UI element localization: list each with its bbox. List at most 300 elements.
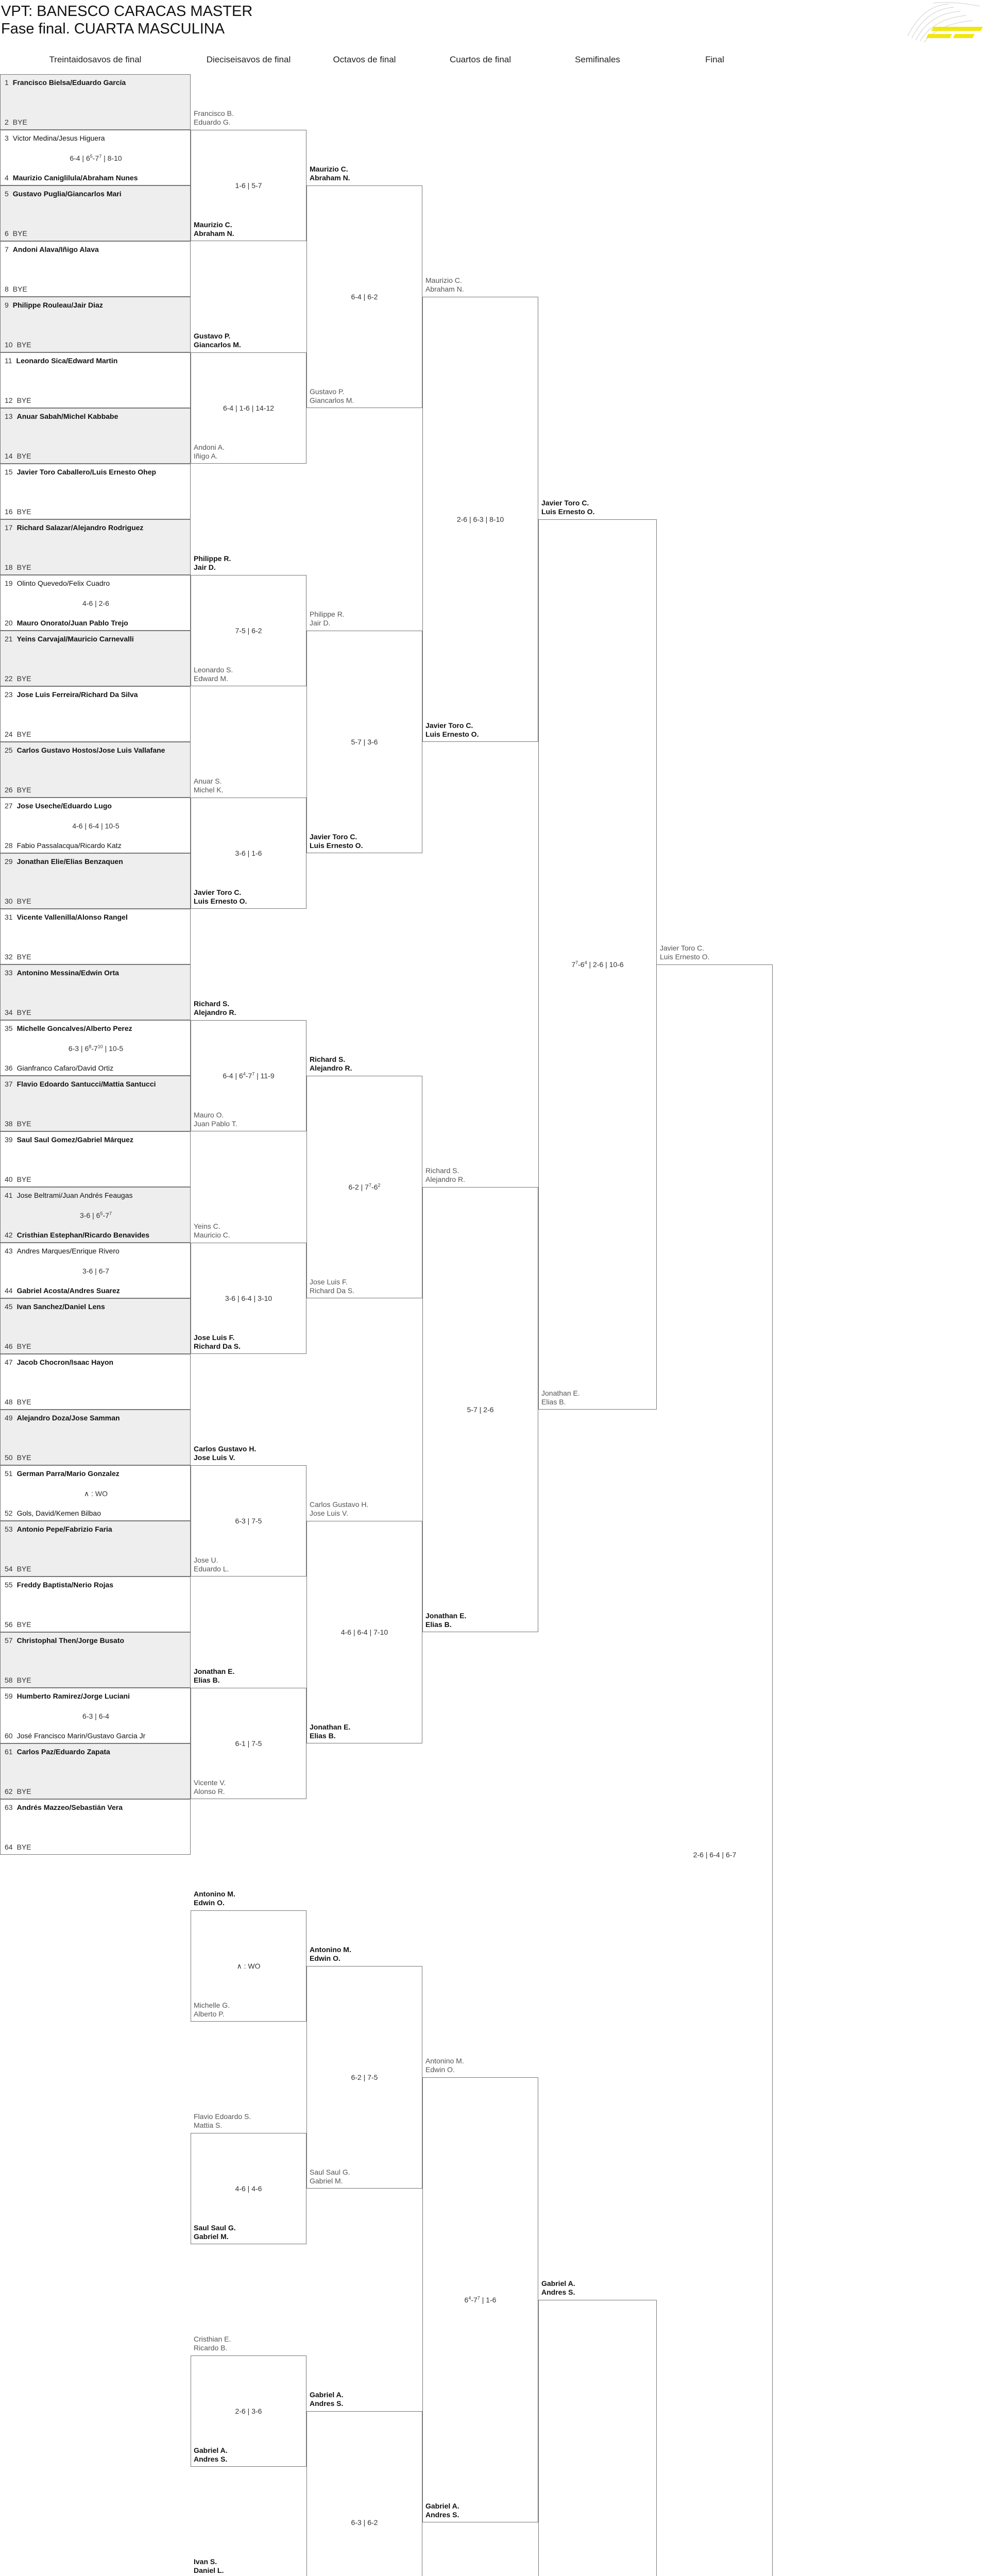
player-name: Gabriel M. [194,2232,229,2241]
seed-number: 35 [5,1024,13,1032]
team-a-label [194,777,224,794]
r1-match [0,1131,191,1187]
team-b-label [194,1556,229,1573]
r1-team-a [5,1469,120,1478]
player-name: Mauro O. [194,1111,224,1119]
team-name: Jonathan Elie/Elias Benzaquen [16,857,123,866]
r1-team-a [5,1581,113,1589]
r1-team-a [5,357,117,365]
match-score: 3-6 | 1-6 [235,849,262,857]
team-name: Andres Marques/Enrique Rivero [16,1247,120,1255]
seed-number: 19 [5,579,13,587]
team-a-label [194,1667,234,1685]
team-name: Christophal Then/Jorge Busato [16,1636,125,1645]
player-name: Andres S. [310,2399,344,2408]
r1-match [0,686,191,742]
seed-number: 54 [5,1565,13,1573]
r1-match [0,909,191,964]
r1-team-a [5,1024,132,1032]
r1-team-a [5,579,110,587]
bye-label: BYE [16,953,31,961]
team-b-label [194,2001,230,2019]
r1-team-b [5,674,31,683]
r1-team-b [5,563,31,571]
team-a-label [194,2335,231,2352]
r1-match [0,519,191,575]
r1-team-a [5,1302,105,1311]
bye-label: BYE [16,1120,31,1128]
round-header-sf: Semifinales [575,55,620,64]
seed-number: 4 [5,174,9,182]
r1-match [0,1577,191,1632]
player-name: Antonino M. [194,1890,235,1898]
player-name: Jose Luis F. [310,1278,348,1286]
r1-team-a [5,857,123,866]
player-name: Carlos Gustavo H. [310,1500,369,1509]
team-b-label [194,2224,236,2241]
team-a-label [310,1945,351,1963]
match-score: $7^7-6^4$ | 2-6 | 10-6 [571,960,624,969]
r1-team-a [5,1247,120,1255]
player-name: Javier Toro C. [194,888,242,896]
player-name: Maurizio C. [425,276,462,284]
r1-team-a [5,190,122,198]
seed-number: 30 [5,897,13,905]
r1-team-b [5,1509,101,1517]
r1-team-b [5,1342,31,1350]
bye-label: BYE [12,285,27,293]
team-b-label [310,2168,350,2185]
team-name: Jose Beltrami/Juan Andrés Feaugas [16,1191,133,1199]
seed-number: 48 [5,1398,13,1406]
r1-match [0,1298,191,1354]
player-name: Javier Toro C. [310,833,357,841]
seed-number: 5 [5,190,9,198]
player-name: Alberto P. [194,2010,225,2018]
team-b-label [425,1612,466,1629]
r1-team-b [5,341,31,349]
player-name: Eduardo G. [194,118,231,126]
player-name: Jose Luis V. [194,1453,235,1462]
team-name: Victor Medina/Jesus Higuera [12,134,105,142]
player-name: Ivan S. [194,2557,217,2566]
seed-number: 22 [5,674,13,683]
team-name: Ivan Sanchez/Daniel Lens [16,1302,105,1311]
player-name: Jair D. [310,619,331,627]
player-name: Andres S. [194,2455,228,2463]
match-score: 6-4 | 6-2 [351,293,378,301]
team-a-label [541,499,594,516]
team-a-label [541,2279,575,2297]
r1-team-b [5,786,31,794]
player-name: Luis Ernesto O. [660,953,710,961]
seed-number: 42 [5,1231,13,1239]
player-name: Jose U. [194,1556,218,1564]
team-name: Carlos Gustavo Hostos/Jose Luis Vallafane [16,746,165,754]
r1-team-b [5,1231,149,1239]
r1-team-a [5,1636,124,1645]
player-name: Antonino M. [310,1945,351,1954]
player-name: Ricardo B. [194,2344,228,2352]
r1-team-b [5,229,27,238]
seed-number: 24 [5,730,13,738]
seed-number: 8 [5,285,9,293]
bye-label: BYE [16,341,31,349]
r1-match [0,408,191,464]
team-name: Anuar Sabah/Michel Kabbabe [16,412,118,420]
player-name: Jonathan E. [194,1667,235,1675]
bye-label: BYE [16,786,31,794]
player-name: Michel K. [194,786,224,794]
match-connector [538,2300,657,2576]
team-b-label [194,221,234,238]
seed-number: 38 [5,1120,13,1128]
seed-number: 44 [5,1286,13,1295]
match-score: 2-6 | 3-6 [235,2407,262,2415]
team-name: German Parra/Mario Gonzalez [16,1469,120,1478]
match-score: 6-3 | 7-5 [235,1517,262,1525]
seed-number: 56 [5,1620,13,1629]
seed-number: 43 [5,1247,13,1255]
player-name: Michelle G. [194,2001,230,2009]
round-header-qf: Cuartos de final [449,55,511,64]
r1-match [0,1076,191,1131]
bye-label: BYE [16,563,31,571]
round-header-r16: Dieciseisavos de final [206,55,291,64]
r1-score: 4-6 | 2-6 [82,599,109,607]
seed-number: 41 [5,1191,13,1199]
r1-match [0,1020,191,1076]
match-score: 7-5 | 6-2 [235,626,262,635]
r1-team-b [5,897,31,905]
r1-team-a [5,635,134,643]
r1-team-b [5,953,31,961]
player-name: Carlos Gustavo H. [194,1445,257,1453]
player-name: Leonardo S. [194,666,233,674]
r1-team-b [5,1286,120,1295]
bye-label: BYE [16,1175,31,1183]
team-b-label [194,2446,228,2464]
team-name: Cristhian Estephan/Ricardo Benavides [16,1231,150,1239]
team-name: Olinto Quevedo/Felix Cuadro [16,579,110,587]
seed-number: 50 [5,1453,13,1462]
team-name: Jose Useche/Eduardo Lugo [16,802,112,810]
player-name: Iñigo A. [194,452,218,460]
seed-number: 53 [5,1525,13,1533]
seed-number: 58 [5,1676,13,1684]
player-name: Mauricio C. [194,1231,230,1239]
r1-team-a [5,746,165,754]
r1-match [0,297,191,352]
r1-team-b [5,452,31,460]
team-a-label [310,165,350,182]
seed-number: 10 [5,341,13,349]
r1-match [0,74,191,130]
player-name: Yeins C. [194,1222,220,1230]
team-name: Jacob Chocron/Isaac Hayon [16,1358,114,1366]
player-name: Gabriel A. [425,2502,459,2510]
team-name: Alejandro Doza/Jose Samman [16,1414,120,1422]
match-score: $6^4-7^7$ | 1-6 [464,2295,497,2304]
team-a-label [310,1500,368,1518]
seed-number: 39 [5,1136,13,1144]
seed-number: 12 [5,396,13,404]
team-name: Andrés Mazzeo/Sebastián Vera [16,1803,123,1811]
seed-number: 57 [5,1636,13,1645]
seed-number: 64 [5,1843,13,1851]
r1-team-b [5,1787,31,1795]
seed-number: 32 [5,953,13,961]
team-a-label [310,2391,344,2408]
r1-team-a [5,412,118,420]
match-score: 6-2 | $7^7-6^2$ [348,1182,381,1191]
seed-number: 11 [5,357,12,365]
team-b-label [310,1723,350,1740]
seed-number: 52 [5,1509,13,1517]
seed-number: 23 [5,690,13,699]
r1-match [0,241,191,297]
seed-number: 3 [5,134,9,142]
r1-team-b [5,118,27,126]
r1-team-a [5,913,128,921]
r1-match [0,798,191,853]
logo-bar-icon [931,27,983,31]
player-name: Edwin O. [310,1954,340,1962]
r1-match [0,1410,191,1465]
team-name: Leonardo Sica/Edward Martin [16,357,118,365]
seed-number: 29 [5,857,13,866]
player-name: Richard Da S. [310,1286,355,1295]
player-name: Elias B. [310,1732,336,1740]
seed-number: 15 [5,468,13,476]
team-name: Francisco Bielsa/Eduardo García [12,78,126,87]
r1-team-b [5,730,31,738]
r1-team-b [5,285,27,293]
bye-label: BYE [16,1453,31,1462]
player-name: Jose Luis V. [310,1509,348,1517]
player-name: Giancarlos M. [310,396,354,404]
r1-match [0,631,191,686]
r1-match [0,575,191,631]
r1-team-b [5,1120,31,1128]
player-name: Eduardo L. [194,1565,229,1573]
brand-logo [902,0,989,43]
seed-number: 51 [5,1469,13,1478]
r1-score: 6-3 | $6^8-7^{10}$ | 10-5 [68,1044,124,1053]
team-name: Flavio Edoardo Santucci/Mattia Santucci [16,1080,156,1088]
r1-team-a [5,523,143,532]
player-name: Alonso R. [194,1787,225,1795]
seed-number: 16 [5,507,13,516]
r1-team-a [5,468,156,476]
team-name: Saul Saul Gomez/Gabriel Márquez [16,1136,133,1144]
player-name: Edward M. [194,674,228,683]
bye-label: BYE [12,229,27,238]
r1-team-a [5,78,126,87]
player-name: Abraham N. [194,229,234,238]
player-name: Andoni A. [194,443,225,451]
r1-team-a [5,1803,123,1811]
player-name: Philippe R. [194,554,231,563]
team-b-label [310,1278,354,1295]
team-b-label [194,666,233,683]
page-subtitle: Fase final. CUARTA MASCULINA [1,21,225,37]
team-name: Antonino Messina/Edwin Orta [16,969,119,977]
r1-team-b [5,1676,31,1684]
team-name: Yeins Carvajal/Mauricio Carnevalli [16,635,134,643]
player-name: Andres S. [425,2511,459,2519]
r1-team-a [5,1080,156,1088]
seed-number: 31 [5,913,13,921]
seed-number: 28 [5,841,13,850]
player-name: Elias B. [541,1398,566,1406]
seed-number: 20 [5,619,13,627]
r1-team-b [5,1008,31,1016]
r1-team-b [5,1064,113,1072]
player-name: Gustavo P. [194,332,231,340]
seed-number: 1 [5,78,9,87]
round-header-r8: Octavos de final [333,55,396,64]
player-name: Jonathan E. [541,1389,580,1397]
r1-team-b [5,1398,31,1406]
r1-team-a [5,1358,113,1366]
r1-team-b [5,841,122,850]
seed-number: 13 [5,412,13,420]
seed-number: 33 [5,969,13,977]
r1-score: 3-6 | 6-7 [82,1267,109,1275]
team-b-label [310,833,363,850]
player-name: Edwin O. [425,2065,455,2074]
r1-team-a [5,1191,132,1199]
seed-number: 62 [5,1787,13,1795]
player-name: Jonathan E. [425,1612,467,1620]
team-name: Andoni Alava/Iñigo Alava [12,245,99,253]
seed-number: 61 [5,1748,13,1756]
match-score: 2-6 | 6-4 | 6-7 [693,1851,737,1859]
match-connector [657,964,773,2576]
match-score: 6-1 | 7-5 [235,1739,262,1748]
seed-number: 26 [5,786,13,794]
player-name: Javier Toro C. [425,721,473,730]
team-a-label [194,1890,235,1907]
player-name: Elias B. [425,1620,452,1629]
player-name: Richard S. [425,1166,459,1175]
team-name: Vicente Vallenilla/Alonso Rangel [16,913,128,921]
match-score: 6-4 | $6^4-7^7$ | 11-9 [223,1071,275,1080]
team-a-label [194,2557,224,2575]
seed-number: 47 [5,1358,13,1366]
match-score: 1-6 | 5-7 [235,181,262,190]
player-name: Jonathan E. [310,1723,351,1731]
r1-team-b [5,1453,31,1462]
player-name: Luis Ernesto O. [425,730,479,738]
bye-label: BYE [16,897,31,905]
match-score: ∧ : WO [236,1962,261,1970]
r1-team-b [5,619,128,627]
team-b-label [541,1389,580,1406]
player-name: Edwin O. [194,1899,225,1907]
player-name: Daniel L. [194,2566,224,2574]
team-b-label [425,2502,459,2519]
seed-number: 6 [5,229,9,238]
seed-number: 45 [5,1302,13,1311]
team-a-label [194,109,234,127]
player-name: Gabriel A. [310,2391,344,2399]
team-name: Philippe Rouleau/Jair Diaz [12,301,103,309]
seed-number: 63 [5,1803,13,1811]
bye-label: BYE [16,1008,31,1016]
seed-number: 9 [5,301,9,309]
match-score: 6-2 | 7-5 [351,2073,378,2081]
r1-match [0,1465,191,1521]
player-name: Antonino M. [425,2057,464,2065]
seed-number: 37 [5,1080,13,1088]
team-name: Freddy Baptista/Nerio Rojas [16,1581,114,1589]
player-name: Richard Da S. [194,1342,241,1350]
r1-score: ∧ : WO [83,1489,108,1498]
r1-team-a [5,301,103,309]
team-name: Gabriel Acosta/Andres Suarez [16,1286,120,1295]
player-name: Francisco B. [194,109,234,117]
team-name: Jose Luis Ferreira/Richard Da Silva [16,690,138,699]
r1-team-a [5,969,119,977]
r1-match [0,964,191,1020]
team-a-label [194,2112,251,2130]
bye-label: BYE [16,1342,31,1350]
match-score: 5-7 | 3-6 [351,738,378,746]
r1-score: 6-4 | $6^5-7^7$ | 8-10 [70,154,122,162]
r1-team-b [5,1175,31,1183]
team-name: Mauro Onorato/Juan Pablo Trejo [16,619,128,627]
team-a-label [425,276,464,294]
player-name: Javier Toro C. [541,499,589,507]
player-name: Gabriel M. [310,2177,343,2185]
r1-team-b [5,507,31,516]
seed-number: 14 [5,452,13,460]
r1-match [0,185,191,241]
team-name: Maurizio Caniglilula/Abraham Nunes [12,174,138,182]
team-b-label [310,387,354,405]
match-score: 5-7 | 2-6 [467,1405,494,1414]
r1-team-a [5,245,99,253]
seed-number: 18 [5,563,13,571]
r1-match [0,1187,191,1243]
player-name: Richard S. [194,999,230,1008]
r1-match [0,742,191,798]
r1-match [0,464,191,519]
round-header-final: Final [705,55,724,64]
team-a-label [194,554,231,572]
seed-number: 7 [5,245,9,253]
r1-match [0,1688,191,1743]
r1-match [0,853,191,909]
r1-match [0,1743,191,1799]
team-name: Gianfranco Cafaro/David Ortiz [16,1064,114,1072]
team-name: Antonio Pepe/Fabrizio Faria [16,1525,112,1533]
player-name: Gustavo P. [310,387,345,396]
player-name: Javier Toro C. [660,944,705,952]
seed-number: 34 [5,1008,13,1016]
bye-label: BYE [16,1398,31,1406]
team-a-label [194,1222,230,1240]
player-name: Luis Ernesto O. [310,841,363,850]
player-name: Mattia S. [194,2121,223,2129]
r1-score: 3-6 | $6^5-7^7$ [80,1211,112,1219]
bye-label: BYE [16,730,31,738]
bye-label: BYE [16,1565,31,1573]
r1-team-a [5,802,112,810]
player-name: Cristhian E. [194,2335,231,2343]
